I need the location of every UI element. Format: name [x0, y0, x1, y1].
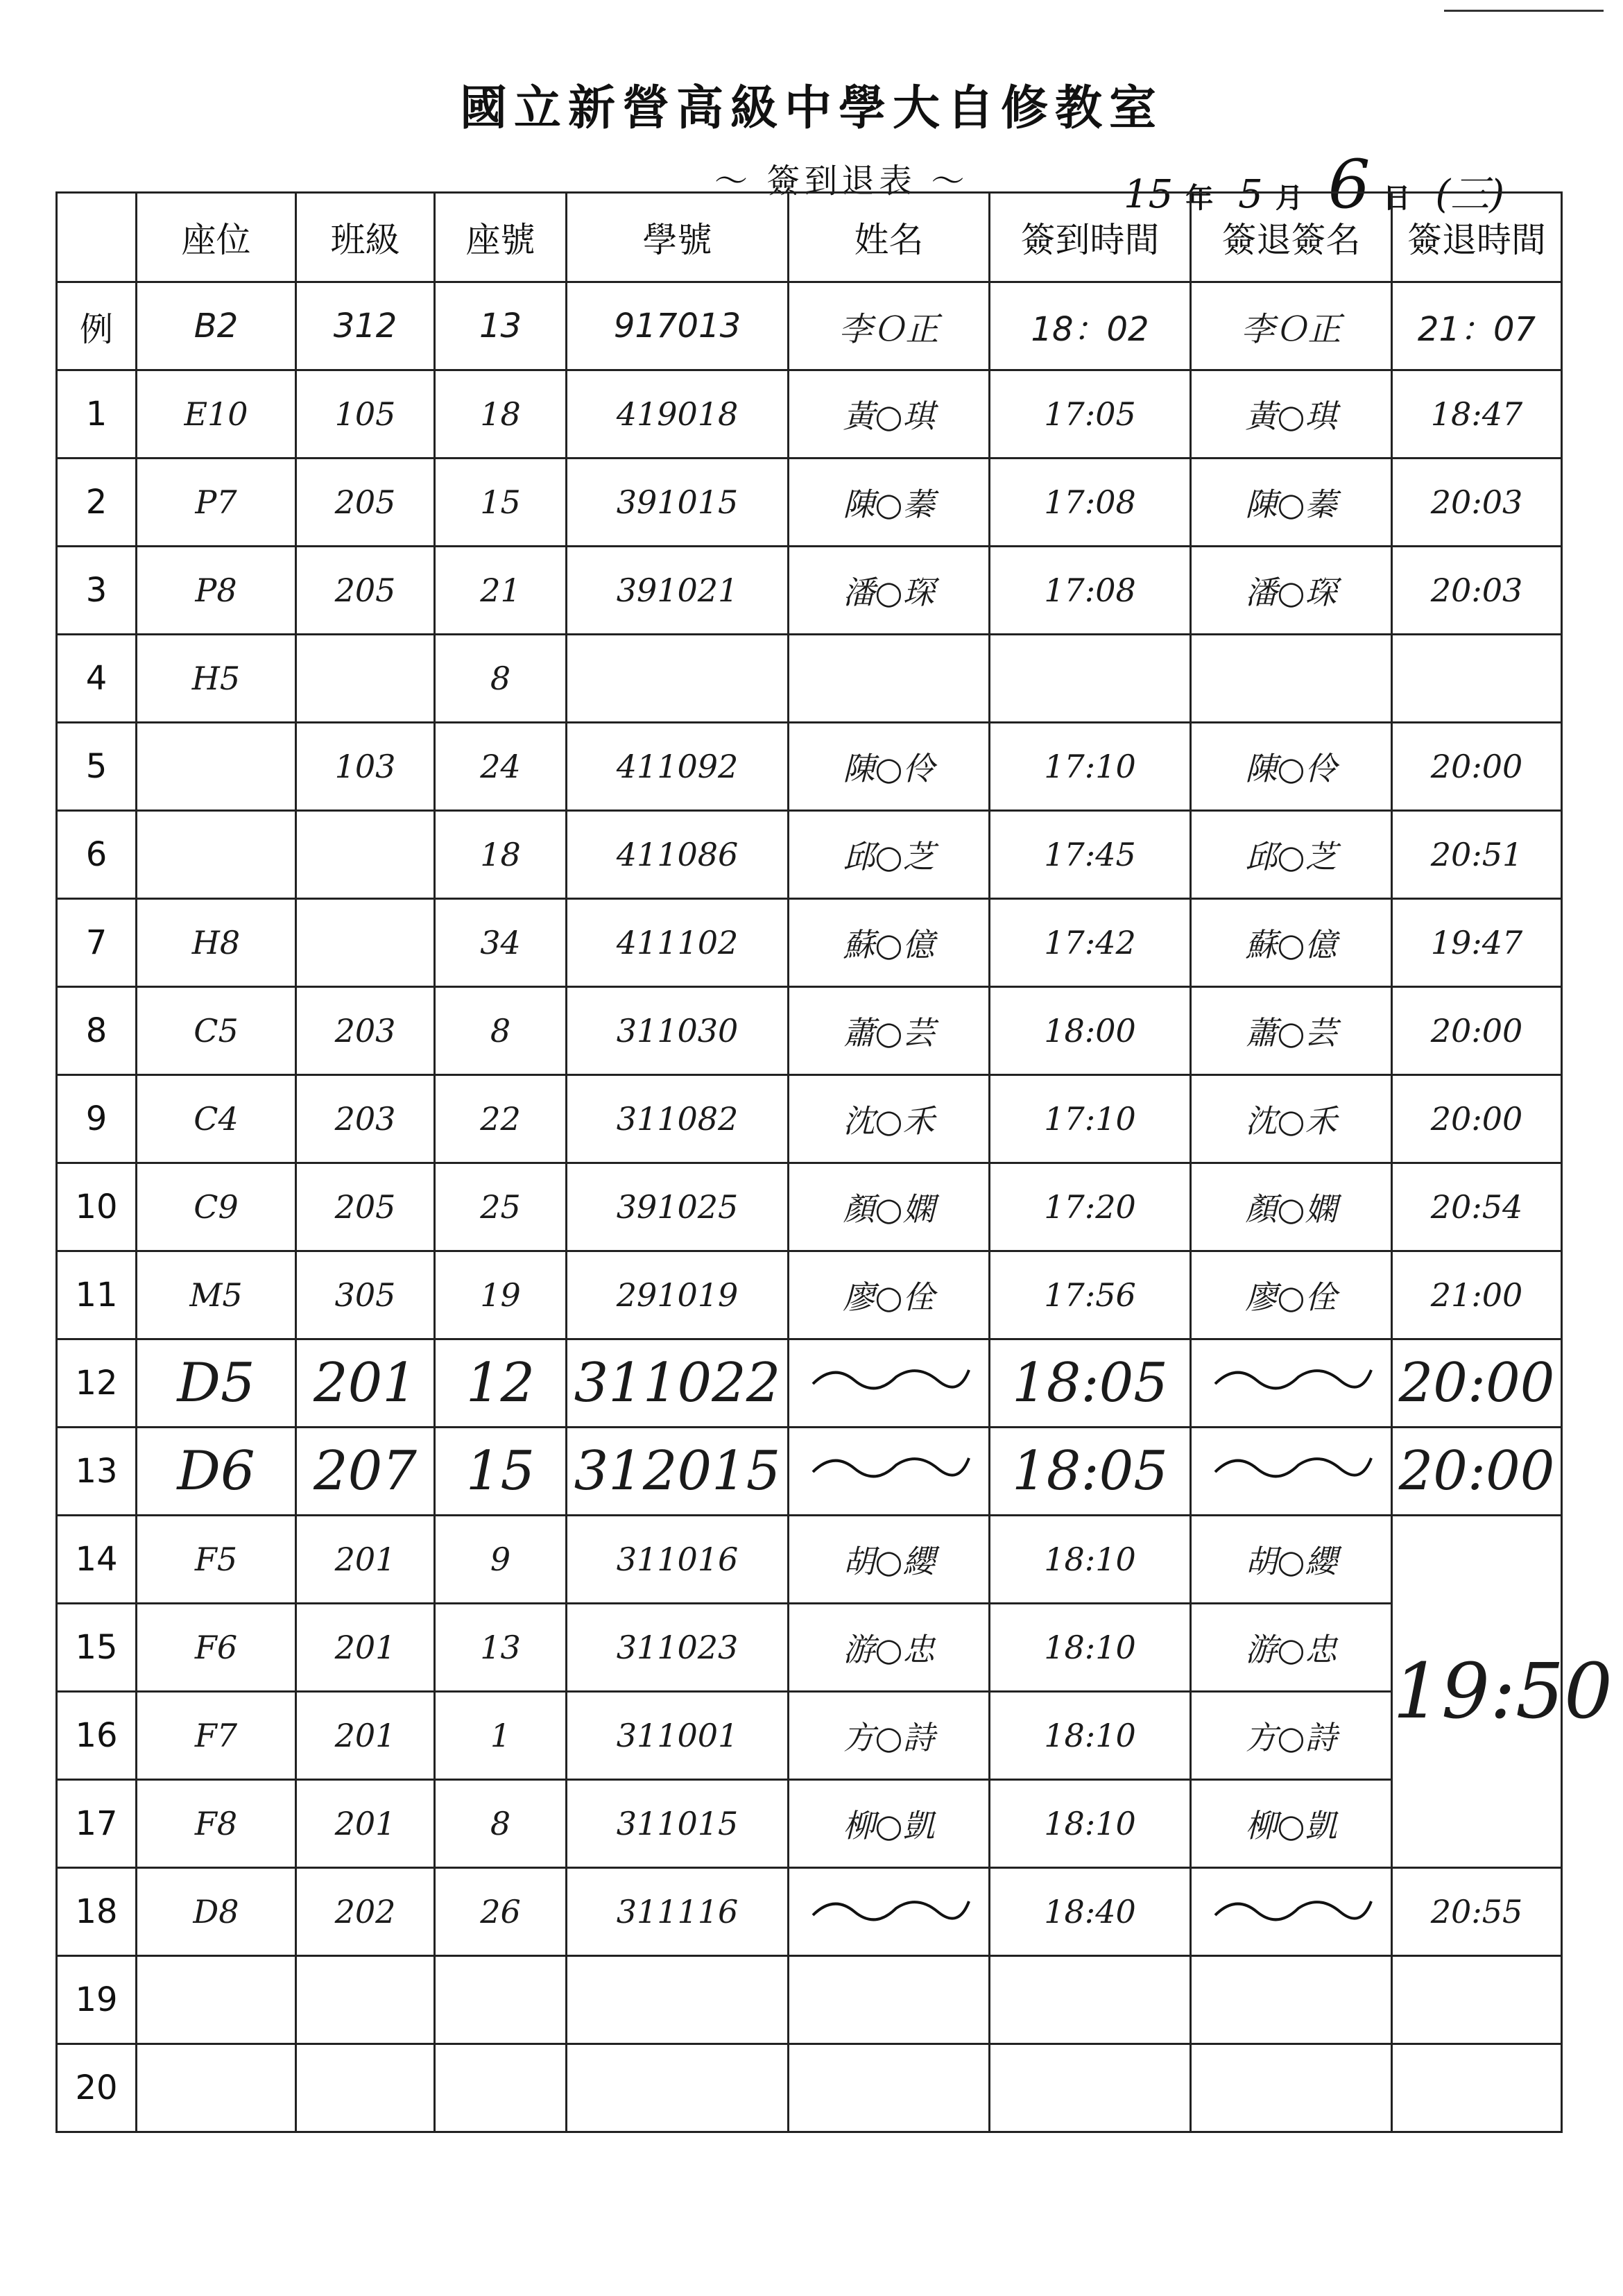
- seat-no-cell: 25: [435, 1163, 567, 1251]
- table-row: [57, 1956, 1562, 2044]
- table-row: [57, 811, 1562, 899]
- seat-no-cell: 8: [435, 635, 567, 723]
- out-sign-cell: [1191, 1956, 1392, 2044]
- class-cell: 205: [296, 1163, 435, 1251]
- in-time-cell: 17:05: [990, 370, 1191, 459]
- seat-cell: [137, 1956, 296, 2044]
- seat-no-cell: 24: [435, 723, 567, 811]
- col-header-student-id: 學號: [567, 193, 789, 282]
- in-time-cell: 18:00: [990, 987, 1191, 1075]
- col-header-seat: 座位: [137, 193, 296, 282]
- in-time-cell: 18:10: [990, 1780, 1191, 1868]
- name-cell: [789, 1868, 990, 1956]
- name-cell: 陳○伶: [789, 723, 990, 811]
- row-number: 20: [57, 2044, 137, 2132]
- student-id-cell: 311082: [567, 1075, 789, 1163]
- class-cell: 305: [296, 1251, 435, 1339]
- seat-cell: [137, 811, 296, 899]
- example-label: 例: [57, 282, 137, 370]
- row-number: 11: [57, 1251, 137, 1339]
- seat-cell: C4: [137, 1075, 296, 1163]
- class-cell: 205: [296, 547, 435, 635]
- class-cell: [296, 2044, 435, 2132]
- in-time-cell: 17:08: [990, 459, 1191, 547]
- name-cell: 蘇○億: [789, 899, 990, 987]
- in-time-cell: [990, 635, 1191, 723]
- out-time-cell: 20:54: [1392, 1163, 1562, 1251]
- seat-cell: D5: [137, 1339, 296, 1428]
- row-number: 4: [57, 635, 137, 723]
- class-cell: 103: [296, 723, 435, 811]
- student-id-cell: 311023: [567, 1604, 789, 1692]
- scan-edge-line: [1444, 10, 1604, 12]
- seat-no-cell: 22: [435, 1075, 567, 1163]
- table-row: [57, 2044, 1562, 2132]
- row-number: 10: [57, 1163, 137, 1251]
- seat-cell: F7: [137, 1692, 296, 1780]
- table-row: [57, 723, 1562, 811]
- seat-no-cell: 15: [435, 1428, 567, 1516]
- name-cell: 廖○佺: [789, 1251, 990, 1339]
- row-number: 7: [57, 899, 137, 987]
- date-day: 6: [1328, 146, 1371, 223]
- date-year-unit: 年: [1185, 182, 1214, 214]
- name-cell: 沈○禾: [789, 1075, 990, 1163]
- student-id-cell: 311030: [567, 987, 789, 1075]
- out-sign-cell: 黃○琪: [1191, 370, 1392, 459]
- class-cell: 201: [296, 1516, 435, 1604]
- out-sign-cell: 游○忠: [1191, 1604, 1392, 1692]
- example-seat-no: 13: [435, 282, 567, 370]
- out-sign-cell: [1191, 1339, 1392, 1428]
- student-id-cell: 419018: [567, 370, 789, 459]
- seat-cell: E10: [137, 370, 296, 459]
- signature-scribble: [806, 1881, 972, 1936]
- seat-cell: H5: [137, 635, 296, 723]
- student-id-cell: 311022: [567, 1339, 789, 1428]
- out-time-cell: 20:51: [1392, 811, 1562, 899]
- col-header-class: 班級: [296, 193, 435, 282]
- out-time-cell: 20:00: [1392, 1075, 1562, 1163]
- name-cell: 蕭○芸: [789, 987, 990, 1075]
- seat-cell: C5: [137, 987, 296, 1075]
- example-class: 312: [296, 282, 435, 370]
- class-cell: 203: [296, 987, 435, 1075]
- name-cell: [789, 1428, 990, 1516]
- seat-cell: F5: [137, 1516, 296, 1604]
- table-row: [57, 899, 1562, 987]
- table-row: [57, 1604, 1562, 1692]
- name-cell: 邱○芝: [789, 811, 990, 899]
- seat-cell: F6: [137, 1604, 296, 1692]
- example-in-time: 18：02: [990, 282, 1191, 370]
- row-number: 18: [57, 1868, 137, 1956]
- name-cell: [789, 1956, 990, 2044]
- in-time-cell: 17:10: [990, 1075, 1191, 1163]
- in-time-cell: 18:10: [990, 1604, 1191, 1692]
- row-number: 6: [57, 811, 137, 899]
- seat-no-cell: 12: [435, 1339, 567, 1428]
- col-header-out-sign: 簽退簽名: [1191, 193, 1392, 282]
- student-id-cell: [567, 1956, 789, 2044]
- date-day-unit: 日: [1382, 182, 1411, 214]
- row-number: 2: [57, 459, 137, 547]
- in-time-cell: 17:56: [990, 1251, 1191, 1339]
- row-number: 1: [57, 370, 137, 459]
- in-time-cell: 18:05: [990, 1428, 1191, 1516]
- name-cell: 游○忠: [789, 1604, 990, 1692]
- seat-no-cell: [435, 2044, 567, 2132]
- table-row: [57, 1428, 1562, 1516]
- student-id-cell: 311015: [567, 1780, 789, 1868]
- out-time-cell: 20:00: [1392, 1428, 1562, 1516]
- col-header-seat-no: 座號: [435, 193, 567, 282]
- row-number: 12: [57, 1339, 137, 1428]
- signature-scribble: [806, 1349, 972, 1405]
- signature-scribble: [806, 1437, 972, 1493]
- table-row: [57, 1163, 1562, 1251]
- out-sign-cell: 陳○伶: [1191, 723, 1392, 811]
- seat-no-cell: 15: [435, 459, 567, 547]
- out-sign-cell: 廖○佺: [1191, 1251, 1392, 1339]
- out-sign-cell: 潘○琛: [1191, 547, 1392, 635]
- table-row: [57, 459, 1562, 547]
- example-out-time: 21：07: [1392, 282, 1562, 370]
- out-time-cell: 21:00: [1392, 1251, 1562, 1339]
- seat-cell: F8: [137, 1780, 296, 1868]
- student-id-cell: 411086: [567, 811, 789, 899]
- col-header-index: [57, 193, 137, 282]
- example-student-id: 917013: [567, 282, 789, 370]
- table-row: [57, 1339, 1562, 1428]
- out-sign-cell: 顏○嫻: [1191, 1163, 1392, 1251]
- out-sign-cell: 蘇○億: [1191, 899, 1392, 987]
- seat-cell: [137, 723, 296, 811]
- col-header-in-time: 簽到時間: [990, 193, 1191, 282]
- table-row: [57, 1868, 1562, 1956]
- class-cell: [296, 1956, 435, 2044]
- name-cell: [789, 635, 990, 723]
- table-row: [57, 1692, 1562, 1780]
- date-month-unit: 月: [1275, 182, 1303, 214]
- out-time-cell: 20:55: [1392, 1868, 1562, 1956]
- seat-no-cell: 8: [435, 987, 567, 1075]
- name-cell: 潘○琛: [789, 547, 990, 635]
- out-sign-cell: [1191, 635, 1392, 723]
- seat-no-cell: [435, 1956, 567, 2044]
- seat-no-cell: 18: [435, 811, 567, 899]
- out-time-cell: 20:03: [1392, 459, 1562, 547]
- name-cell: 柳○凱: [789, 1780, 990, 1868]
- in-time-cell: 18:10: [990, 1692, 1191, 1780]
- seat-cell: P8: [137, 547, 296, 635]
- in-time-cell: 17:20: [990, 1163, 1191, 1251]
- name-cell: [789, 2044, 990, 2132]
- seat-cell: H8: [137, 899, 296, 987]
- out-sign-cell: 方○詩: [1191, 1692, 1392, 1780]
- class-cell: 205: [296, 459, 435, 547]
- seat-cell: P7: [137, 459, 296, 547]
- student-id-cell: 291019: [567, 1251, 789, 1339]
- table-row: [57, 987, 1562, 1075]
- sign-in-table: [55, 191, 1613, 2133]
- class-cell: [296, 899, 435, 987]
- seat-no-cell: 8: [435, 1780, 567, 1868]
- out-sign-cell: [1191, 1868, 1392, 1956]
- date-month: 5: [1238, 172, 1263, 217]
- student-id-cell: [567, 2044, 789, 2132]
- in-time-cell: 17:10: [990, 723, 1191, 811]
- out-sign-cell: 陳○蓁: [1191, 459, 1392, 547]
- date-year: 15: [1124, 172, 1174, 217]
- name-cell: [789, 1339, 990, 1428]
- seat-cell: M5: [137, 1251, 296, 1339]
- table-row: [57, 635, 1562, 723]
- table-row: [57, 1780, 1562, 1868]
- seat-cell: D6: [137, 1428, 296, 1516]
- seat-no-cell: 9: [435, 1516, 567, 1604]
- class-cell: 105: [296, 370, 435, 459]
- student-id-cell: 391021: [567, 547, 789, 635]
- class-cell: [296, 635, 435, 723]
- table-row: [57, 547, 1562, 635]
- name-cell: 黃○琪: [789, 370, 990, 459]
- out-sign-cell: 沈○禾: [1191, 1075, 1392, 1163]
- out-sign-cell: [1191, 2044, 1392, 2132]
- row-number: 3: [57, 547, 137, 635]
- student-id-cell: 411102: [567, 899, 789, 987]
- out-sign-cell: 胡○纓: [1191, 1516, 1392, 1604]
- row-number: 15: [57, 1604, 137, 1692]
- out-sign-cell: 蕭○芸: [1191, 987, 1392, 1075]
- in-time-cell: 17:45: [990, 811, 1191, 899]
- out-sign-cell: 邱○芝: [1191, 811, 1392, 899]
- signature-scribble: [1208, 1437, 1375, 1493]
- class-cell: 201: [296, 1604, 435, 1692]
- class-cell: 203: [296, 1075, 435, 1163]
- out-time-cell: 20:03: [1392, 547, 1562, 635]
- table-row: [57, 1251, 1562, 1339]
- example-seat: B2: [137, 282, 296, 370]
- in-time-cell: 17:08: [990, 547, 1191, 635]
- row-number: 13: [57, 1428, 137, 1516]
- col-header-out-time: 簽退時間: [1392, 193, 1562, 282]
- example-row: [57, 282, 1562, 370]
- row-number: 9: [57, 1075, 137, 1163]
- header-row: [57, 193, 1562, 282]
- seat-no-cell: 1: [435, 1692, 567, 1780]
- out-time-cell: 18:47: [1392, 370, 1562, 459]
- in-time-cell: 18:40: [990, 1868, 1191, 1956]
- grouped-out-time-cell: 19:50: [1392, 1516, 1562, 1868]
- out-time-cell: 20:00: [1392, 1339, 1562, 1428]
- date-weekday: (三): [1435, 172, 1505, 217]
- seat-no-cell: 13: [435, 1604, 567, 1692]
- out-time-cell: 20:00: [1392, 987, 1562, 1075]
- class-cell: 202: [296, 1868, 435, 1956]
- seat-no-cell: 21: [435, 547, 567, 635]
- student-id-cell: 391025: [567, 1163, 789, 1251]
- class-cell: 201: [296, 1780, 435, 1868]
- in-time-cell: [990, 1956, 1191, 2044]
- class-cell: 201: [296, 1339, 435, 1428]
- student-id-cell: 391015: [567, 459, 789, 547]
- student-id-cell: 311116: [567, 1868, 789, 1956]
- seat-cell: [137, 2044, 296, 2132]
- row-number: 19: [57, 1956, 137, 2044]
- name-cell: 胡○纓: [789, 1516, 990, 1604]
- class-cell: 207: [296, 1428, 435, 1516]
- name-cell: 陳○蓁: [789, 459, 990, 547]
- out-sign-cell: [1191, 1428, 1392, 1516]
- student-id-cell: [567, 635, 789, 723]
- row-number: 17: [57, 1780, 137, 1868]
- signature-scribble: [1208, 1349, 1375, 1405]
- col-header-name: 姓名: [789, 193, 990, 282]
- example-out-sign: 李Ｏ正: [1191, 282, 1392, 370]
- row-number: 14: [57, 1516, 137, 1604]
- out-time-cell: [1392, 2044, 1562, 2132]
- seat-no-cell: 19: [435, 1251, 567, 1339]
- student-id-cell: 311001: [567, 1692, 789, 1780]
- seat-no-cell: 26: [435, 1868, 567, 1956]
- student-id-cell: 312015: [567, 1428, 789, 1516]
- row-number: 16: [57, 1692, 137, 1780]
- in-time-cell: 17:42: [990, 899, 1191, 987]
- in-time-cell: [990, 2044, 1191, 2132]
- seat-no-cell: 34: [435, 899, 567, 987]
- seat-no-cell: 18: [435, 370, 567, 459]
- out-time-cell: 19:47: [1392, 899, 1562, 987]
- row-number: 8: [57, 987, 137, 1075]
- out-sign-cell: 柳○凱: [1191, 1780, 1392, 1868]
- in-time-cell: 18:05: [990, 1339, 1191, 1428]
- example-name: 李Ｏ正: [789, 282, 990, 370]
- out-time-cell: [1392, 635, 1562, 723]
- seat-cell: C9: [137, 1163, 296, 1251]
- out-time-cell: [1392, 1956, 1562, 2044]
- class-cell: [296, 811, 435, 899]
- name-cell: 方○詩: [789, 1692, 990, 1780]
- signature-scribble: [1208, 1881, 1375, 1936]
- table-row: [57, 1516, 1562, 1604]
- student-id-cell: 311016: [567, 1516, 789, 1604]
- student-id-cell: 411092: [567, 723, 789, 811]
- class-cell: 201: [296, 1692, 435, 1780]
- out-time-cell: 20:00: [1392, 723, 1562, 811]
- row-number: 5: [57, 723, 137, 811]
- in-time-cell: 18:10: [990, 1516, 1191, 1604]
- table-row: [57, 370, 1562, 459]
- page-title: 國立新營高級中學大自修教室: [459, 80, 1163, 136]
- seat-cell: D8: [137, 1868, 296, 1956]
- name-cell: 顏○嫻: [789, 1163, 990, 1251]
- page-subtitle: ～ 簽到退表 ～: [714, 162, 969, 200]
- table-row: [57, 1075, 1562, 1163]
